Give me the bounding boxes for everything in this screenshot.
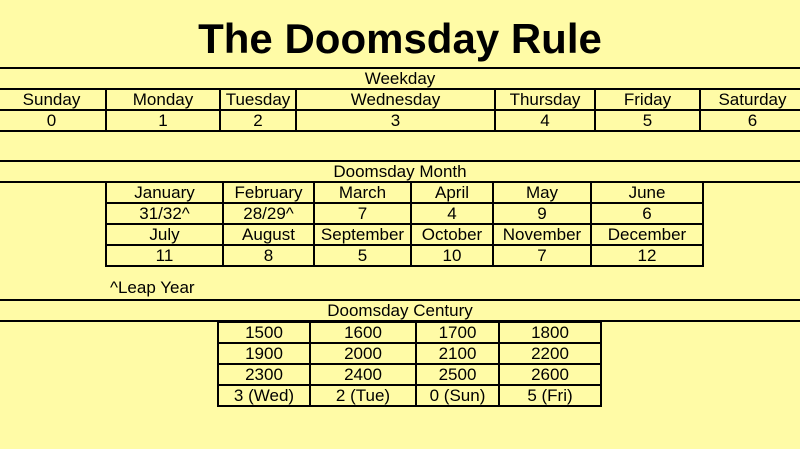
- weekday-cell: Wednesday: [296, 89, 495, 110]
- month-value: 4: [411, 203, 493, 224]
- weekday-value: 2: [220, 110, 296, 131]
- weekday-cell: Thursday: [495, 89, 595, 110]
- weekday-heading: Weekday: [0, 67, 800, 90]
- month-cell: May: [493, 182, 591, 203]
- leap-year-note: ^Leap Year: [110, 278, 195, 297]
- century-value-row: [218, 385, 601, 406]
- weekday-value: 0: [0, 110, 106, 131]
- month-cell: July: [106, 224, 223, 245]
- weekday-cell: Sunday: [0, 89, 106, 110]
- century-value: 0 (Sun): [416, 385, 499, 406]
- month-name-row: [106, 224, 703, 245]
- century-cell: 1600: [310, 322, 416, 343]
- month-cell: June: [591, 182, 703, 203]
- weekday-value: 4: [495, 110, 595, 131]
- weekday-value: 1: [106, 110, 220, 131]
- month-value: 8: [223, 245, 314, 266]
- century-table: [217, 321, 602, 407]
- month-cell: February: [223, 182, 314, 203]
- century-row: [218, 322, 601, 343]
- century-cell: 1800: [499, 322, 601, 343]
- month-cell: January: [106, 182, 223, 203]
- weekday-value: 6: [700, 110, 800, 131]
- century-cell: 2400: [310, 364, 416, 385]
- century-value: 3 (Wed): [218, 385, 310, 406]
- month-value: 31/32^: [106, 203, 223, 224]
- weekday-cell: Friday: [595, 89, 700, 110]
- weekday-name-row: [0, 89, 800, 110]
- weekday-value-row: [0, 110, 800, 131]
- month-value: 7: [314, 203, 411, 224]
- page-title: The Doomsday Rule: [198, 15, 602, 62]
- weekday-cell: Saturday: [700, 89, 800, 110]
- century-cell: 1500: [218, 322, 310, 343]
- century-cell: 2000: [310, 343, 416, 364]
- month-cell: April: [411, 182, 493, 203]
- weekday-value: 5: [595, 110, 700, 131]
- month-value: 9: [493, 203, 591, 224]
- month-value-row: [106, 203, 703, 224]
- month-value: 11: [106, 245, 223, 266]
- century-cell: 1900: [218, 343, 310, 364]
- century-value: 2 (Tue): [310, 385, 416, 406]
- month-cell: November: [493, 224, 591, 245]
- month-table: [105, 181, 704, 267]
- month-cell: December: [591, 224, 703, 245]
- month-value: 10: [411, 245, 493, 266]
- month-cell: October: [411, 224, 493, 245]
- weekday-cell: Tuesday: [220, 89, 296, 110]
- century-cell: 2600: [499, 364, 601, 385]
- month-value: 12: [591, 245, 703, 266]
- month-value: 28/29^: [223, 203, 314, 224]
- century-cell: 2100: [416, 343, 499, 364]
- century-cell: 2200: [499, 343, 601, 364]
- month-name-row: [106, 182, 703, 203]
- century-cell: 2500: [416, 364, 499, 385]
- century-value: 5 (Fri): [499, 385, 601, 406]
- weekday-table: [0, 88, 800, 132]
- century-cell: 1700: [416, 322, 499, 343]
- century-heading: Doomsday Century: [0, 299, 800, 322]
- weekday-cell: Monday: [106, 89, 220, 110]
- month-heading: Doomsday Month: [0, 160, 800, 183]
- century-row: [218, 343, 601, 364]
- month-value: 6: [591, 203, 703, 224]
- month-cell: August: [223, 224, 314, 245]
- weekday-value: 3: [296, 110, 495, 131]
- month-value-row: [106, 245, 703, 266]
- month-value: 7: [493, 245, 591, 266]
- century-cell: 2300: [218, 364, 310, 385]
- month-cell: March: [314, 182, 411, 203]
- century-row: [218, 364, 601, 385]
- month-cell: September: [314, 224, 411, 245]
- month-value: 5: [314, 245, 411, 266]
